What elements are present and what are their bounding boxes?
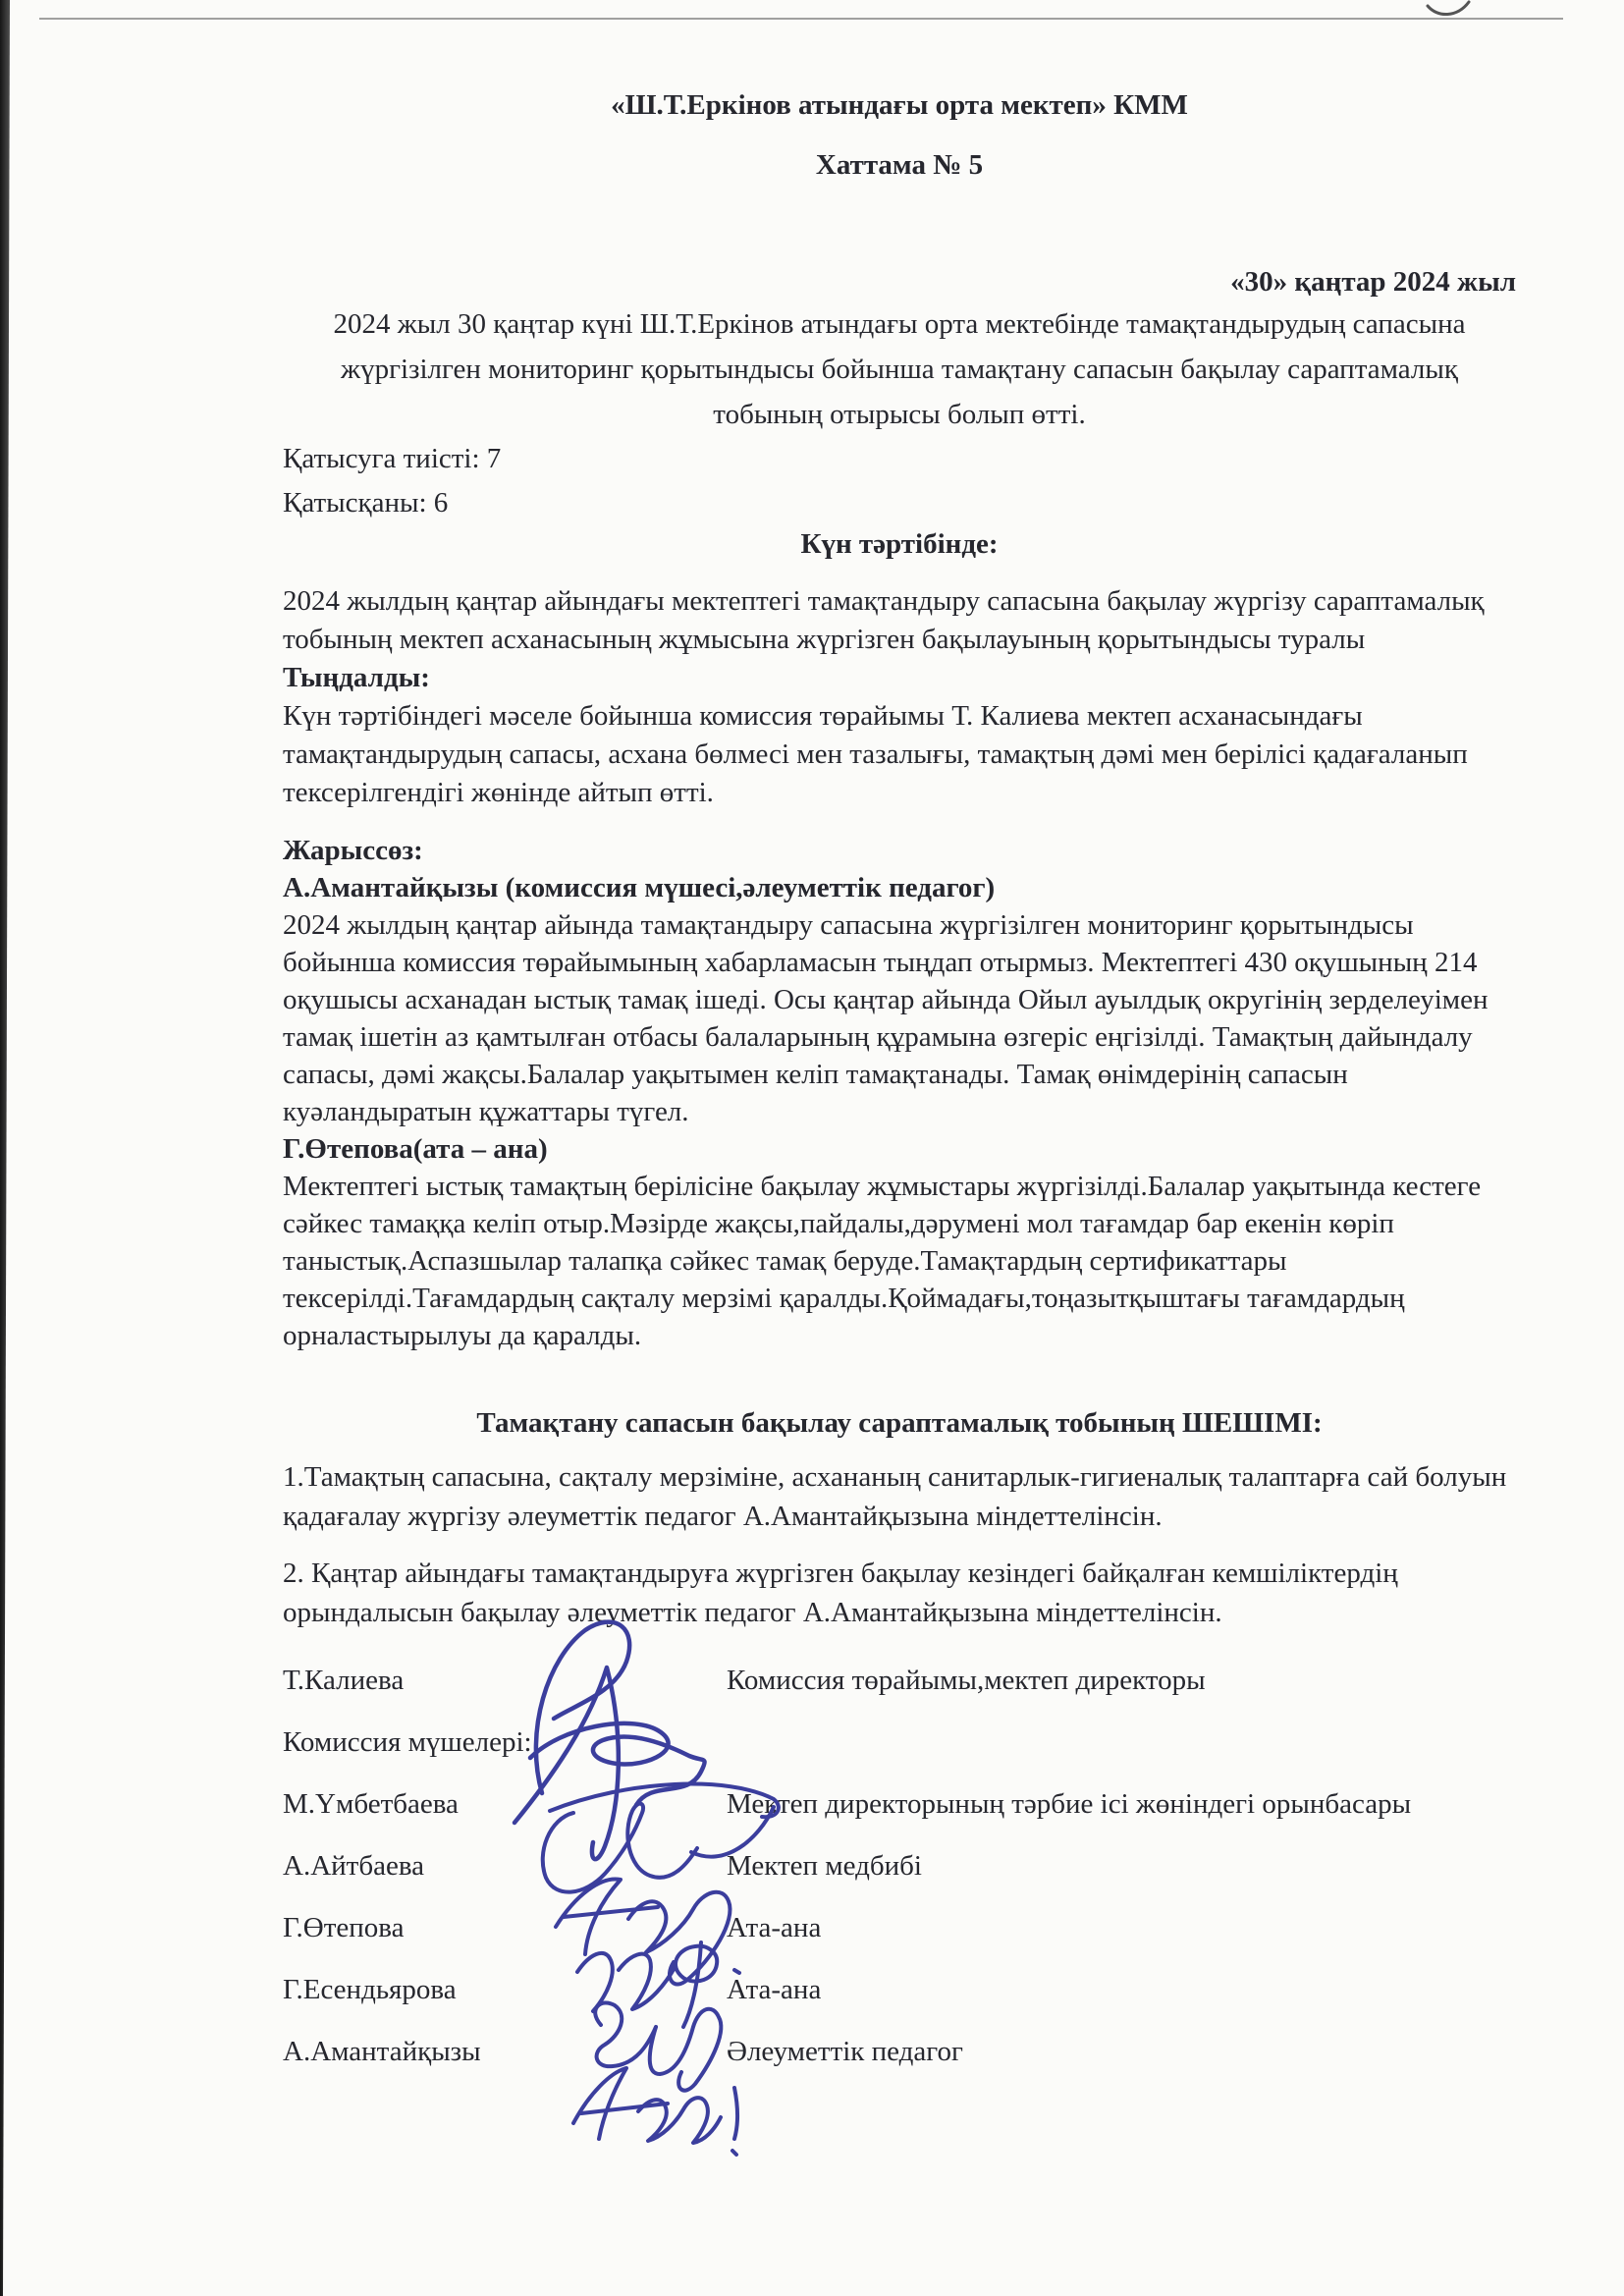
- attendance-required: Қатысуга тиісті: 7: [283, 443, 502, 474]
- chair-role: Комиссия төрайымы,мектеп директоры: [727, 1665, 1206, 1696]
- organization-title: «Ш.Т.Еркінов атындағы орта мектеп» КММ: [611, 89, 1188, 121]
- member-name: А.Айтбаева: [283, 1850, 425, 1882]
- member-name: Г.Өтепова: [283, 1912, 405, 1943]
- member-role: Мектеп медбибі: [727, 1850, 922, 1882]
- signature-row-chair: [283, 1662, 1516, 1700]
- agenda-heading: Күн тәртібінде:: [800, 528, 999, 560]
- decision-item-2: 2. Қаңтар айындағы тамақтандыруға жүргізген бақылау кезіндегі байқалған кемшіліктердің орындалысын бақылау әлеуметтік педагог А.Амантайқызына міндеттелінсін.: [283, 1558, 1398, 1628]
- protocol-number-title: Хаттама № 5: [815, 149, 984, 181]
- heard-text: Күн тәртібіндегі мәселе бойынша комиссия төрайымы Т. Калиева мектеп асханасындағы тамақтандырудың сапасы, асхана бөлмесі мен тазалығы, тамақтың дәмі мен берілісі қадағаланып тексерілгендігі жөнінде айтып өтті.: [283, 700, 1468, 808]
- signature-row-member: [283, 1785, 1516, 1824]
- speech1-speaker: А.Амантайқызы (комиссия мүшесі,әлеуметтік педагог): [283, 872, 996, 903]
- heard-heading: Тыңдалды:: [283, 662, 430, 693]
- speech2-text: Мектептегі ыстық тамақтың берілісіне бақылау жұмыстары жүргізілді.Балалар уақытында кестеге сәйкес тамаққа келіп отыр.Мәзірде жақсы,пайдалы,дәрумені мол тағамдар бар екенін көріп таныстық.Аспазшылар талапқа сәйкес тамақ беруде.Тамақтардың сертификаттары тексерілді.Тағамдардың сақталу мерзімі қаралды.Қоймадағы,тоңазытқыштағы тағамдардың орналастырылуы да қаралды.: [283, 1171, 1482, 1351]
- attendance-block: [283, 437, 1516, 525]
- member-name: М.Үмбетбаева: [283, 1788, 459, 1820]
- member-role: Ата-ана: [727, 1974, 822, 2005]
- signatures-section: [283, 1662, 1516, 2071]
- signature-row-member: [283, 1971, 1516, 2009]
- member-role: Әлеуметтік педагог: [727, 2036, 963, 2067]
- decision-item-1: 1.Тамақтың сапасына, сақталу мерзіміне, асхананың санитарлык-гигиеналық талаптарға сай болуын қадағалау жүргізу әлеуметтік педагог А.Амантайқызына міндеттелінсін.: [283, 1461, 1507, 1532]
- agenda-text: 2024 жылдың қаңтар айындағы мектептегі тамақтандыру сапасына бақылау жүргізу сараптамалық тобының мектеп асханасының жұмысына жүргізген бақылауының қорытындысы туралы: [283, 585, 1485, 655]
- members-heading: Комиссия мүшелері:: [283, 1726, 532, 1758]
- speech2-speaker: Г.Өтепова(ата – ана): [283, 1133, 548, 1165]
- speech1-text: 2024 жылдың қаңтар айында тамақтандыру сапасына жүргізілген мониторинг қорытындысы бойынша комиссия төрайымының хабарламасын тыңдап отырмыз. Мектептегі 430 оқушының 214 оқушысы асханадан ыстық тамақ ішеді. Осы қаңтар айында Ойыл ауылдық округінің зерделеуімен тамақ ішетін аз қамтылған отбасы балаларының құрамына өзгеріс еңгізілді. Тамақтың дайындалу сапасы, дәмі жақсы.Балалар уақытымен келіп тамақтанады. Тамақ өнімдерінің сапасын куәландыратын құжаттары түгел.: [283, 909, 1489, 1127]
- member-role: Мектеп директорының тәрбие ісі жөніндегі орынбасары: [727, 1788, 1412, 1820]
- protocol-date: «30» қаңтар 2024 жыл: [1230, 266, 1516, 298]
- signature-row-member: [283, 1847, 1516, 1886]
- decision-heading: Тамақтану сапасын бақылау сараптамалық тобының ШЕШІМІ:: [476, 1407, 1323, 1439]
- attendance-attended: Қатысқаны: 6: [283, 487, 449, 519]
- member-name: А.Амантайқызы: [283, 2036, 481, 2067]
- member-role: Ата-ана: [727, 1912, 822, 1943]
- scan-edge-band: [0, 0, 10, 2296]
- agenda-and-heard-block: [283, 582, 1516, 812]
- speeches-block: [283, 832, 1516, 1354]
- member-name: Г.Есендьярова: [283, 1974, 457, 2005]
- speeches-heading: Жарыссөз:: [283, 835, 423, 866]
- document-body: [283, 0, 1516, 2095]
- signature-row-member: [283, 2033, 1516, 2071]
- intro-paragraph: 2024 жыл 30 қаңтар күні Ш.Т.Еркінов атындағы орта мектебінде тамақтандырудың сапасына жүргізілген мониторинг қорытындысы бойынша тамақтану сапасын бақылау сараптамалық тобының отырысы болып өтті.: [333, 308, 1466, 430]
- chair-name: Т.Калиева: [283, 1665, 405, 1696]
- signature-row-member: [283, 1909, 1516, 1947]
